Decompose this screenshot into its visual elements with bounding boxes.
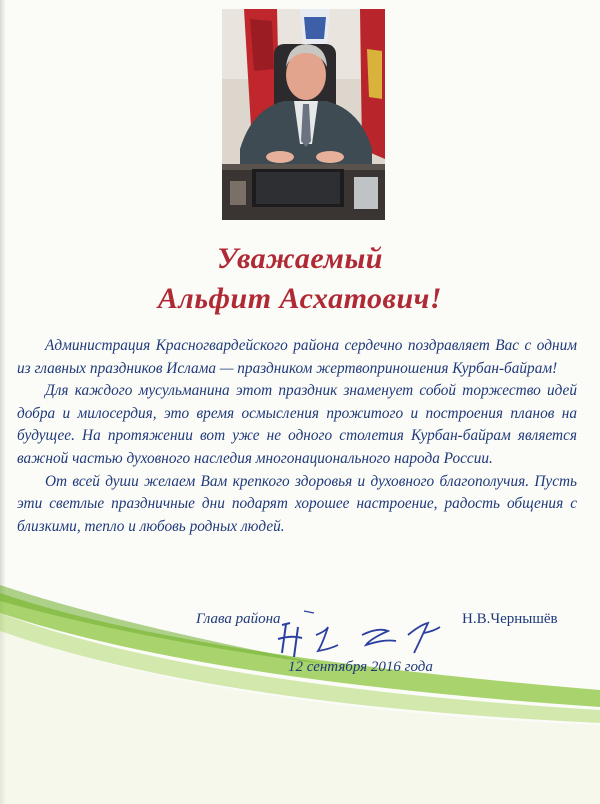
paragraph-2: Для каждого мусульманина этот праздник знаменует собой торжество идей добра и милосердия, это время осмысления прожитого и построения планов на будущее. На протяжении вот уже не одного столетия Курбан-байрам является важной частью духовного наследия многонационального народа России. xyxy=(17,382,577,467)
signatory-role: Глава района xyxy=(196,611,281,627)
portrait-photo xyxy=(222,9,385,220)
salutation-line-1: Уважаемый xyxy=(217,242,383,275)
salutation-line-2: Альфит Асхатович! xyxy=(157,282,443,315)
portrait-illustration xyxy=(222,9,385,220)
paragraph-1: Администрация Красногвардейского района сердечно поздравляет Вас с одним из главных праздников Ислама — праздником жертвоприношения Курбан-байрам! xyxy=(17,337,577,377)
signatory-name: Н.В.Чернышёв xyxy=(462,611,558,627)
letter-body xyxy=(17,335,577,538)
signature-date: 12 сентября 2016 года xyxy=(288,659,433,675)
paragraph-3: От всей души желаем Вам крепкого здоровья и духовного благополучия. Пусть эти светлые праздничные дни подарят хорошее настроение, радость общения с близкими, тепло и любовь родных людей. xyxy=(17,472,577,535)
